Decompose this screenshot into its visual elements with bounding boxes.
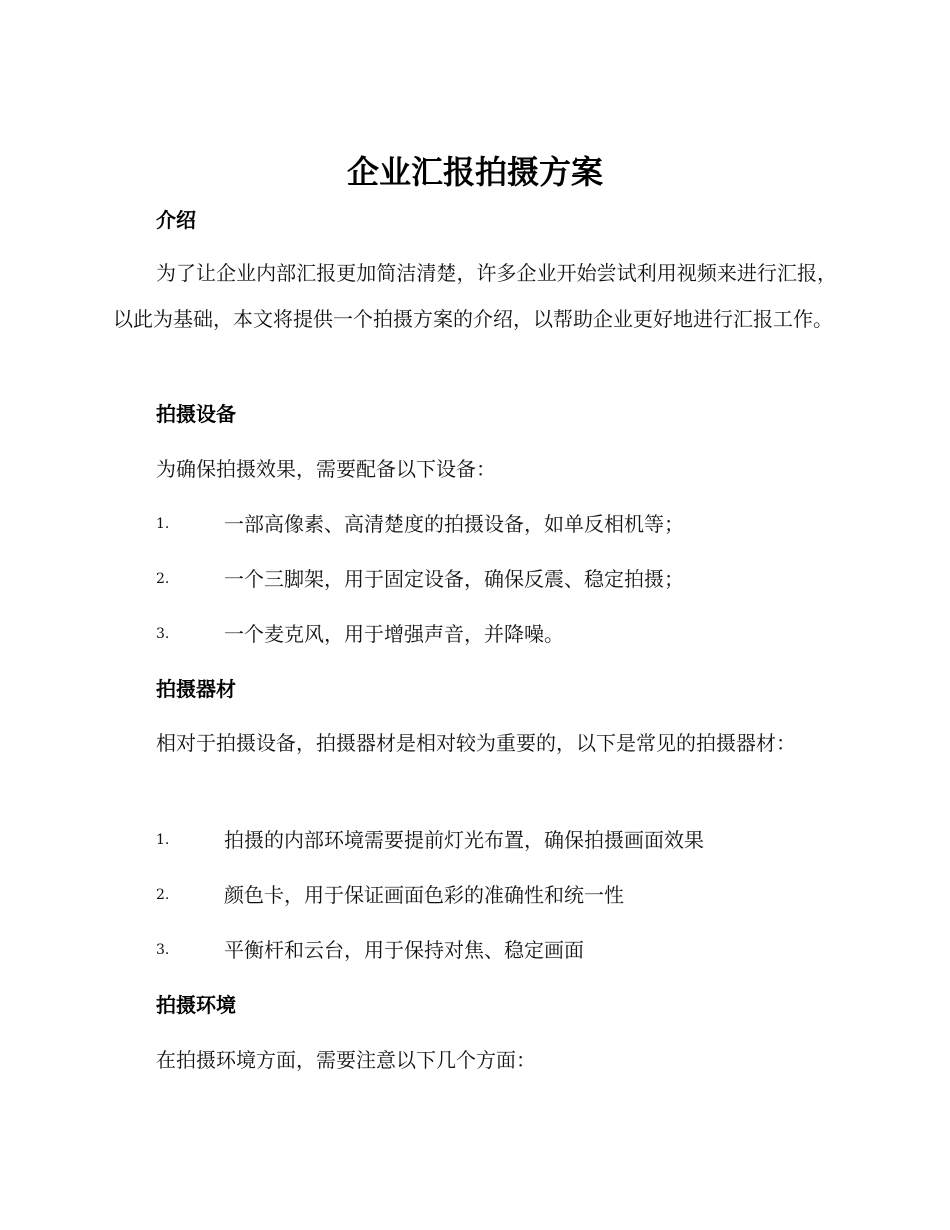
section-heading-intro: 介绍 — [156, 208, 196, 232]
materials-paragraph: 相对于拍摄设备，拍摄器材是相对较为重要的，以下是常见的拍摄器材： — [156, 731, 796, 755]
intro-paragraph: 为了让企业内部汇报更加简洁清楚，许多企业开始尝试利用视频来进行汇报，以此为基础，本文将提供一个拍摄方案的介绍，以帮助企业更好地进行汇报工作。 — [113, 261, 837, 331]
section-heading-environment: 拍摄环境 — [156, 993, 236, 1017]
section-heading-equipment: 拍摄设备 — [156, 402, 236, 426]
list-text: 平衡杆和云台，用于保持对焦、稳定画面 — [224, 938, 584, 962]
list-text: 一个麦克风，用于增强声音，并降噪。 — [224, 622, 564, 646]
equipment-paragraph: 为确保拍摄效果，需要配备以下设备： — [156, 457, 496, 481]
list-number: 2. — [156, 887, 170, 903]
list-text: 一部高像素、高清楚度的拍摄设备，如单反相机等； — [224, 512, 684, 536]
list-text: 拍摄的内部环境需要提前灯光布置，确保拍摄画面效果 — [224, 828, 704, 852]
section-heading-materials: 拍摄器材 — [156, 677, 236, 701]
list-number: 1. — [156, 832, 170, 848]
list-number: 2. — [156, 571, 170, 587]
list-text: 一个三脚架，用于固定设备，确保反震、稳定拍摄； — [224, 567, 684, 591]
document-title: 企业汇报拍摄方案 — [346, 153, 603, 191]
list-number: 1. — [156, 516, 170, 532]
list-number: 3. — [156, 942, 170, 958]
list-number: 3. — [156, 626, 170, 642]
environment-paragraph: 在拍摄环境方面，需要注意以下几个方面： — [156, 1048, 536, 1072]
list-text: 颜色卡，用于保证画面色彩的准确性和统一性 — [224, 883, 624, 907]
